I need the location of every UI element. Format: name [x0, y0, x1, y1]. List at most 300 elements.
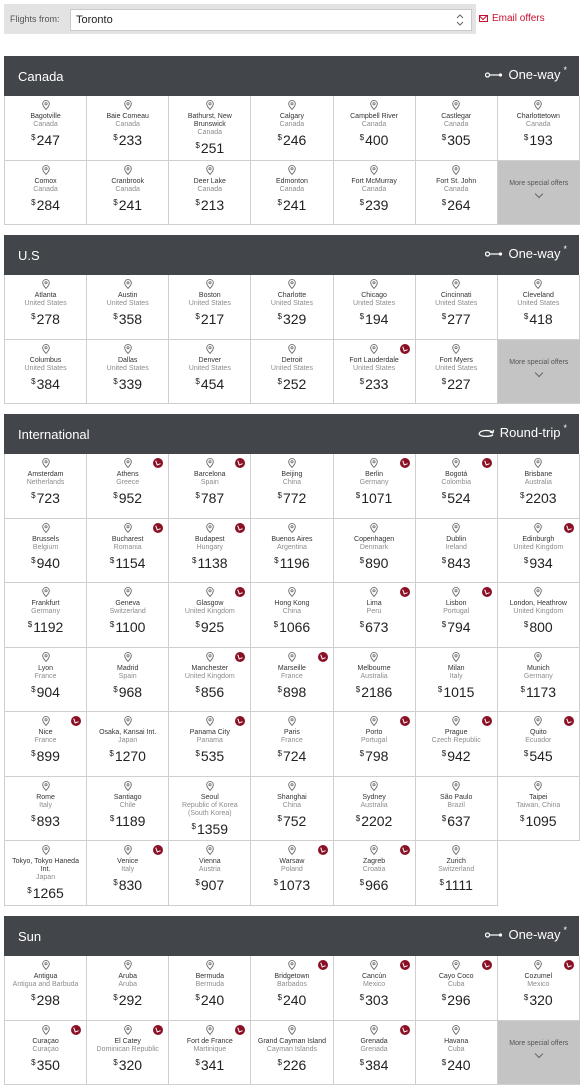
price-amount: 673 — [365, 619, 389, 635]
destination-price — [498, 130, 579, 148]
destination-card[interactable] — [87, 648, 169, 713]
destination-price — [87, 811, 168, 829]
map-pin-icon — [452, 1025, 460, 1035]
destination-country: Switzerland — [109, 608, 146, 615]
section-sun — [4, 916, 579, 1085]
destination-city: Comox — [34, 177, 57, 185]
destination-price — [498, 682, 579, 700]
destination-card[interactable] — [5, 712, 87, 777]
currency-symbol: $ — [31, 993, 36, 1002]
destination-country: China — [282, 608, 302, 615]
destination-card[interactable] — [416, 275, 498, 340]
special-offer-badge-icon — [400, 344, 410, 354]
destination-card[interactable] — [416, 648, 498, 713]
price-amount: 899 — [36, 748, 60, 764]
destination-price — [416, 811, 497, 829]
destination-card[interactable] — [87, 519, 169, 584]
map-pin-icon — [42, 1025, 50, 1035]
destination-city: El Catey — [114, 1037, 141, 1045]
price-amount: 241 — [118, 196, 143, 213]
destination-price — [416, 130, 497, 148]
destination-card[interactable] — [416, 777, 498, 842]
destination-card[interactable] — [87, 161, 169, 226]
destination-city: Zurich — [446, 858, 466, 865]
destination-price — [169, 1055, 250, 1073]
currency-symbol: $ — [441, 555, 447, 565]
currency-symbol: $ — [359, 620, 365, 629]
destination-price — [498, 617, 579, 635]
map-pin-icon — [288, 716, 296, 726]
more-special-offers-button[interactable] — [498, 1021, 580, 1086]
destination-country: Curaçao — [32, 1045, 59, 1053]
destination-card[interactable] — [87, 340, 169, 405]
destination-card[interactable] — [169, 956, 251, 1021]
destination-card[interactable] — [169, 275, 251, 340]
destination-card[interactable] — [334, 956, 416, 1021]
destination-city: Bridgetown — [274, 973, 310, 980]
destination-country: Japan — [118, 737, 138, 744]
map-pin-icon — [452, 165, 460, 175]
price-amount: 904 — [36, 683, 60, 700]
destination-card[interactable] — [334, 777, 416, 842]
destination-card[interactable] — [87, 275, 169, 340]
currency-symbol: $ — [520, 813, 525, 823]
currency-symbol: $ — [359, 749, 365, 758]
destination-price — [251, 374, 332, 392]
destination-country: Ecuador — [525, 737, 552, 744]
price-amount: 320 — [118, 1056, 143, 1073]
destination-card[interactable] — [498, 96, 580, 161]
destination-country: Canada — [115, 121, 140, 128]
map-pin-icon — [452, 845, 460, 855]
destination-card[interactable] — [416, 712, 498, 777]
mail-icon — [479, 15, 488, 22]
map-pin-icon — [534, 652, 542, 662]
destination-card[interactable] — [5, 275, 87, 340]
more-special-offers-label: More special offers — [509, 1039, 569, 1047]
destination-country: China — [282, 479, 302, 486]
destination-price — [251, 875, 332, 893]
empty-cell — [498, 841, 580, 906]
currency-symbol: $ — [441, 312, 447, 321]
currency-symbol: $ — [277, 813, 282, 823]
destination-card[interactable] — [5, 96, 87, 161]
destination-price — [251, 617, 332, 635]
destination-card[interactable] — [5, 583, 87, 648]
destination-card[interactable] — [251, 340, 333, 405]
destination-card[interactable] — [334, 1021, 416, 1086]
destination-country: Australia — [360, 801, 388, 809]
destination-city: Cincinnati — [440, 292, 472, 299]
destination-card[interactable] — [251, 712, 333, 777]
special-offer-badge-icon — [482, 587, 492, 597]
destination-country: Cayman Islands — [266, 1045, 318, 1053]
map-pin-icon — [534, 781, 542, 791]
price-amount: 194 — [365, 311, 389, 327]
select-arrows-icon — [456, 13, 464, 27]
destination-country: Romania — [113, 543, 142, 551]
destination-card[interactable] — [251, 454, 333, 519]
destination-card[interactable] — [251, 648, 333, 713]
price-amount: 227 — [447, 375, 471, 392]
special-offer-badge-icon — [400, 845, 410, 855]
destination-price — [169, 553, 250, 571]
trip-type-asterisk: * — [563, 422, 567, 433]
destination-card[interactable] — [87, 583, 169, 648]
price-amount: 1095 — [525, 812, 557, 829]
destination-price — [251, 682, 332, 700]
price-amount: 233 — [118, 132, 143, 148]
price-amount: 246 — [282, 132, 307, 148]
price-amount: 400 — [365, 132, 389, 148]
destination-city: Bagotville — [30, 113, 61, 120]
map-pin-icon — [124, 652, 132, 662]
section-title: Canada — [18, 69, 64, 84]
destination-card[interactable] — [5, 161, 87, 226]
destination-city: Lima — [366, 600, 382, 607]
destination-card[interactable] — [416, 161, 498, 226]
currency-symbol: $ — [359, 555, 365, 565]
destination-city: Chicago — [361, 292, 387, 299]
destination-city: Calgary — [279, 113, 304, 120]
more-special-offers-button[interactable] — [498, 340, 580, 405]
currency-symbol: $ — [195, 1057, 200, 1067]
destination-card[interactable] — [5, 841, 87, 906]
destination-card[interactable] — [169, 841, 251, 906]
special-offer-badge-icon — [153, 845, 163, 855]
destination-price — [334, 746, 415, 764]
currency-symbol: $ — [355, 491, 361, 500]
price-amount: 241 — [282, 196, 307, 213]
destination-price — [169, 746, 250, 764]
destination-card[interactable] — [87, 777, 169, 842]
price-amount: 1359 — [196, 820, 229, 837]
destination-card[interactable] — [87, 956, 169, 1021]
more-special-offers-button[interactable] — [498, 161, 580, 226]
destination-country: Dominican Republic — [96, 1045, 159, 1053]
currency-symbol: $ — [195, 684, 200, 694]
map-pin-icon — [370, 1025, 378, 1035]
destination-city: Sydney — [362, 793, 386, 801]
destination-card[interactable] — [416, 1021, 498, 1086]
price-amount: 1111 — [444, 877, 473, 893]
destination-price — [87, 617, 168, 635]
destination-country: United States — [24, 300, 67, 307]
destination-city: Barcelona — [194, 471, 226, 478]
destination-country: United Kingdom — [513, 543, 564, 551]
currency-symbol: $ — [277, 491, 282, 500]
destination-card[interactable] — [5, 454, 87, 519]
map-pin-icon — [124, 587, 132, 597]
currency-symbol: $ — [355, 813, 361, 823]
destination-card[interactable] — [334, 519, 416, 584]
destination-card[interactable] — [334, 841, 416, 906]
currency-symbol: $ — [113, 1057, 118, 1067]
destination-card[interactable] — [5, 956, 87, 1021]
destination-card[interactable] — [251, 161, 333, 226]
currency-symbol: $ — [31, 749, 36, 758]
currency-symbol: $ — [273, 878, 279, 887]
destination-city: Munich — [527, 664, 550, 672]
destination-price — [498, 746, 579, 764]
price-amount: 890 — [365, 554, 389, 571]
destination-city: Geneva — [115, 600, 140, 607]
destination-card[interactable] — [498, 712, 580, 777]
map-pin-icon — [42, 279, 50, 289]
destination-country: Spain — [118, 672, 137, 680]
destination-card[interactable] — [416, 583, 498, 648]
destination-card[interactable] — [5, 340, 87, 405]
destination-country: Australia — [524, 479, 552, 486]
map-pin-icon — [288, 458, 296, 468]
destination-country: Canada — [115, 185, 140, 193]
destination-card[interactable] — [334, 583, 416, 648]
map-pin-icon — [124, 523, 132, 533]
destination-card[interactable] — [251, 1021, 333, 1086]
destination-card[interactable] — [251, 96, 333, 161]
trip-type-asterisk: * — [563, 64, 567, 75]
destination-card[interactable] — [169, 648, 251, 713]
map-pin-icon — [370, 458, 378, 468]
destination-card[interactable] — [169, 1021, 251, 1086]
destination-card[interactable] — [334, 712, 416, 777]
destination-card[interactable] — [169, 519, 251, 584]
destination-card[interactable] — [87, 454, 169, 519]
destination-city: Charlotte — [277, 292, 307, 299]
destination-price — [251, 746, 332, 764]
destination-country: Mexico — [362, 981, 386, 988]
destination-card[interactable] — [498, 519, 580, 584]
map-pin-icon — [124, 344, 132, 354]
email-offers-label: Email offers — [492, 13, 545, 24]
destination-city: Campbell River — [350, 113, 398, 120]
destination-country: Colombia — [441, 479, 471, 486]
destination-card[interactable] — [334, 340, 416, 405]
destination-card[interactable] — [169, 96, 251, 161]
destination-card[interactable] — [169, 583, 251, 648]
price-amount: 798 — [365, 748, 389, 764]
price-amount: 966 — [365, 877, 389, 893]
price-amount: 303 — [365, 992, 389, 1008]
currency-symbol: $ — [113, 312, 118, 321]
price-amount: 794 — [447, 619, 471, 635]
map-pin-icon — [124, 845, 132, 855]
destination-card[interactable] — [169, 712, 251, 777]
destination-card[interactable] — [416, 841, 498, 906]
destination-city: Bucharest — [111, 535, 144, 543]
price-amount: 1138 — [197, 554, 228, 571]
email-offers-link[interactable] — [479, 13, 545, 24]
destination-country: Spain — [200, 479, 219, 486]
currency-symbol: $ — [109, 555, 115, 565]
destination-card[interactable] — [498, 956, 580, 1021]
destination-card[interactable] — [498, 583, 580, 648]
currency-symbol: $ — [195, 376, 200, 386]
map-pin-icon — [288, 781, 296, 791]
destination-card[interactable] — [498, 454, 580, 519]
destination-card[interactable] — [5, 519, 87, 584]
destination-city: Tokyo, Tokyo Haneda Int. — [12, 858, 79, 873]
map-pin-icon — [206, 716, 214, 726]
destination-card[interactable] — [5, 1021, 87, 1086]
special-offer-badge-icon — [235, 1025, 245, 1035]
destination-country: Poland — [281, 866, 303, 873]
currency-symbol: $ — [273, 620, 279, 629]
price-amount: 233 — [365, 375, 389, 392]
destination-card[interactable] — [169, 340, 251, 405]
destination-country: United States — [106, 364, 149, 372]
currency-symbol: $ — [195, 620, 200, 629]
destination-card[interactable] — [5, 777, 87, 842]
map-pin-icon — [124, 1025, 132, 1035]
price-amount: 277 — [447, 311, 471, 327]
destination-city: Bogotá — [445, 471, 468, 478]
destination-card[interactable] — [251, 956, 333, 1021]
destination-card[interactable] — [87, 96, 169, 161]
currency-symbol: $ — [359, 197, 365, 207]
destination-card[interactable] — [416, 96, 498, 161]
destination-country: Mexico — [527, 981, 550, 988]
price-amount: 240 — [200, 992, 225, 1008]
destination-country: Bermuda — [195, 981, 225, 988]
destination-price — [498, 488, 579, 506]
destination-country: France — [34, 737, 57, 744]
map-pin-icon — [452, 716, 460, 726]
special-offer-badge-icon — [235, 458, 245, 468]
destination-card[interactable] — [334, 275, 416, 340]
destination-city: Seoul — [200, 793, 219, 801]
destination-city: Panama City — [189, 729, 230, 736]
destination-price — [416, 875, 497, 893]
destination-price — [5, 374, 86, 392]
destination-card[interactable] — [251, 841, 333, 906]
destination-city: Cayo Coco — [438, 973, 474, 980]
destination-country: Grenada — [360, 1045, 388, 1053]
destination-card[interactable] — [169, 777, 251, 842]
destination-city: Bathurst, New Brunswick — [187, 113, 232, 128]
destination-card[interactable] — [334, 454, 416, 519]
currency-symbol: $ — [441, 749, 447, 758]
destination-card[interactable] — [5, 648, 87, 713]
currency-symbol: $ — [523, 555, 529, 565]
destination-card[interactable] — [87, 1021, 169, 1086]
destination-card[interactable] — [416, 956, 498, 1021]
price-amount: 305 — [447, 132, 471, 148]
destination-card[interactable] — [334, 96, 416, 161]
destination-country: United Kingdom — [184, 608, 235, 615]
destination-country: Italy — [39, 801, 52, 809]
map-pin-icon — [206, 845, 214, 855]
destination-price — [334, 875, 415, 893]
special-offer-badge-icon — [235, 523, 245, 533]
destination-card[interactable] — [416, 340, 498, 405]
destination-card[interactable] — [87, 841, 169, 906]
destination-country: Portugal — [361, 737, 388, 744]
special-offer-badge-icon — [235, 716, 245, 726]
destination-price — [169, 875, 250, 893]
destination-city: Taipei — [529, 793, 548, 801]
destination-country: Canada — [361, 121, 387, 128]
destination-card[interactable] — [498, 275, 580, 340]
destinations-grid — [4, 454, 579, 906]
destination-city: Grand Cayman Island — [257, 1037, 326, 1045]
destination-city: Cleveland — [522, 292, 554, 299]
destination-card[interactable] — [251, 275, 333, 340]
special-offer-badge-icon — [400, 458, 410, 468]
chevron-down-icon — [535, 1049, 543, 1057]
destination-price — [5, 746, 86, 764]
destination-city: Brussels — [32, 535, 59, 543]
map-pin-icon — [452, 279, 460, 289]
destination-price — [334, 811, 415, 829]
destination-city: Aruba — [118, 973, 138, 980]
destination-price — [87, 374, 168, 392]
destination-country: Republic of Korea (South Korea) — [181, 801, 238, 817]
origin-select[interactable] — [70, 9, 472, 31]
destination-price — [169, 819, 250, 837]
destination-city: Santiago — [113, 793, 142, 801]
price-amount: 1015 — [443, 683, 475, 700]
price-amount: 1100 — [115, 619, 146, 635]
destination-country: Canada — [443, 185, 469, 193]
destination-country: Panama — [196, 737, 223, 744]
destination-city: Grenada — [360, 1037, 388, 1045]
currency-symbol: $ — [359, 878, 365, 887]
destination-price — [416, 553, 497, 571]
origin-select-value: Toronto — [76, 14, 113, 26]
destination-city: Lisbon — [445, 600, 467, 607]
destination-card[interactable] — [334, 648, 416, 713]
destination-card[interactable] — [334, 161, 416, 226]
currency-symbol: $ — [274, 555, 279, 565]
destination-country: Germany — [31, 608, 60, 615]
destination-price — [334, 1055, 415, 1073]
destination-country: United States — [270, 364, 313, 372]
destination-card[interactable] — [251, 519, 333, 584]
map-pin-icon — [288, 279, 296, 289]
section-header — [4, 235, 579, 275]
price-amount: 217 — [200, 311, 225, 327]
destination-city: São Paulo — [440, 793, 473, 801]
destination-card[interactable] — [169, 454, 251, 519]
destination-price — [5, 309, 86, 327]
currency-symbol: $ — [355, 684, 361, 694]
destination-city: Berlin — [365, 471, 384, 478]
destination-card[interactable] — [87, 712, 169, 777]
map-pin-icon — [206, 165, 214, 175]
destination-price — [169, 309, 250, 327]
map-pin-icon — [370, 781, 378, 791]
destination-price — [416, 617, 497, 635]
map-pin-icon — [452, 960, 460, 970]
destination-card[interactable] — [416, 519, 498, 584]
destination-city: Athens — [116, 471, 139, 478]
destination-card[interactable] — [251, 777, 333, 842]
destination-card[interactable] — [498, 777, 580, 842]
destination-card[interactable] — [416, 454, 498, 519]
destination-city: Detroit — [281, 356, 303, 364]
trip-type-text: Round-trip — [499, 425, 561, 440]
destination-card[interactable] — [169, 161, 251, 226]
currency-symbol: $ — [359, 993, 365, 1002]
price-amount: 535 — [200, 748, 225, 764]
destination-price — [498, 553, 579, 571]
destination-price — [5, 990, 86, 1008]
destination-card[interactable] — [498, 648, 580, 713]
destination-country: Germany — [359, 479, 389, 486]
destination-city: Fort de France — [186, 1037, 233, 1045]
destination-card[interactable] — [251, 583, 333, 648]
